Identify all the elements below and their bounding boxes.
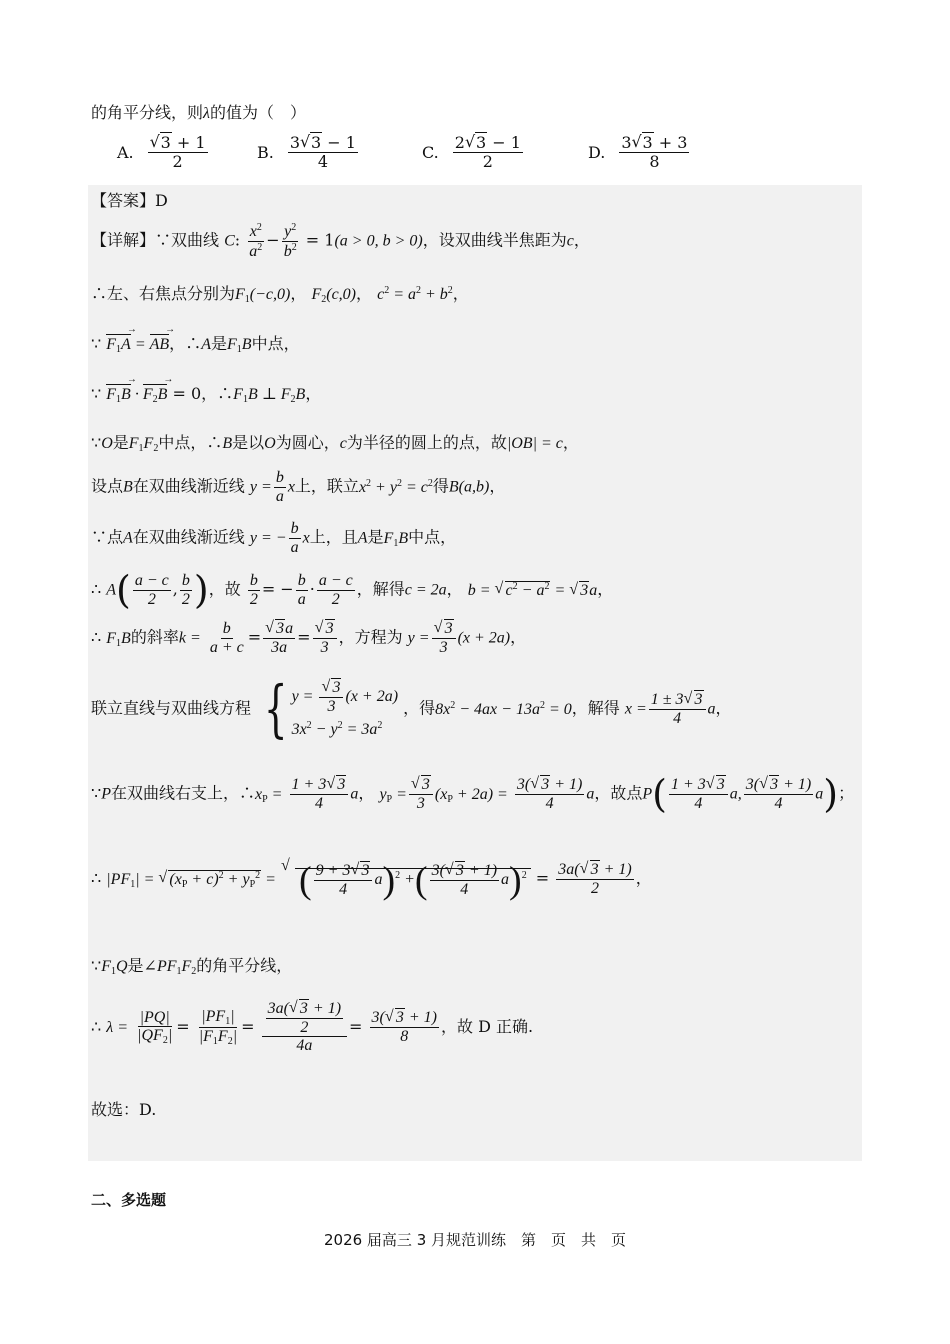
section-title: 二、多选题	[91, 1191, 167, 1209]
detail-line-2: ∴左、右焦点分别为$F_1(-c,0)$， $F_2(c,0)$， $c^2 = a^2 + b^2$，	[91, 284, 469, 305]
detail-line-13: $\because F_1Q$是$\angle PF_1F_2$的角平分线，	[91, 956, 293, 977]
detail-line-9: ∴ $F_1B$的斜率k = $\frac{b}{a + c}$ = √ $\frac{3a}{3a}$ = √ $\frac{3}{3}$ ，方程为 y = √ $\frac{3}{3}$ (x + 2a)，	[91, 620, 526, 656]
question-stem: 的角平分线，则λ的值为（ ）	[91, 103, 306, 122]
detail-line-8: ∴ A( $\frac{a - c}{2}$ , $\frac{b}{2}$ )，故 $\frac{b}{2}$ = − $\frac{b}{a}$ · $\frac{a - c}{2}$ ，解得c = 2a， b = √ $c^2 - a^2$ = √ 3a，	[91, 568, 613, 612]
detail-line-3: ∵ $F_1A$ → = AB →，∴A是$F_1B$中点，	[91, 331, 300, 355]
choice-a: A. √ $\frac{3 + 1}{2}$	[117, 134, 210, 170]
detail-line-10: 联立直线与双曲线方程 { y = √ $\frac{3}{3}$ (x + 2a) $3x^2 - y^2 = 3a^2$ ，得$8x^2 - 4ax - 13a^2 = 0$，解得 x = $\frac{1 \pm 3√ 3}{4}$ a，	[91, 678, 732, 740]
detail-line-7: ∵点A在双曲线渐近线 y = − $\frac{b}{a}$ x上，且A是$F_1B$中点，	[91, 520, 457, 556]
detail-line-4: ∵ $F_1B$ → · $F_2B$ → = 0，$\therefore F_1B$ ⊥ $F_2B$，	[91, 381, 321, 405]
detail-line-12: ∴ $|PF_1|$ = √ $(x_P + c)^2 + y_P^2$ = √ ( $\frac{9 + 3√ 3}{4}$ a)$^2$ +( $\frac{3(√ 3 + 1)}{4}$ a)$^2$ = $\frac{3a(√ 3 + 1)}{2}$ ，	[91, 858, 652, 902]
detail-line-1: 【详解】∵双曲线 C: $\frac{x^2}{a^2}$ − $\frac{y^2}{b^2}$ = 1(a > 0, b > 0)，设双曲线半焦距为c，	[91, 222, 590, 260]
detail-line-6: 设点B在双曲线渐近线 y = $\frac{b}{a}$ x上，联立$x^2 + y^2 = c^2$得B(a,b)，	[91, 469, 506, 505]
choice-b: B. $\frac{3√ 3 - 1}{4}$	[257, 134, 360, 170]
answer-label: 【答案】D	[91, 191, 168, 210]
detail-line-5: ∵O是$F_1F_2$中点，∴B是以O为圆心，c为半径的圆上的点，故|OB| = c，	[91, 433, 579, 454]
final-choice: 故选：D.	[91, 1100, 157, 1119]
page-footer: 2026 届高三 3 月规范训练 第 页 共 页	[323, 1231, 627, 1249]
choice-c: C. $\frac{2√ 3 - 1}{2}$	[422, 134, 525, 170]
detail-line-11: ∵P在双曲线右支上，$\therefore x_P$ = $\frac{1 + 3√ 3}{4}$ a， $y_P$ = √ $\frac{3}{3}$ $(x_P + 2a)$ = $\frac{3(√ 3 + 1)}{4}$ a，故点P( $\frac{1 + 3√ 3}{4}$ a, $\frac{3(√ 3 + 1)}{4}$ a)；	[91, 772, 854, 816]
detail-line-14: ∴ λ = $\frac{|PQ|}{|QF_2|}$ = $\frac{|PF_1|}{|F_1F_2|}$ = $\frac{\frac{3a(√ 3 + 1)}{2}}{4a}$ = $\frac{3(√ 3 + 1)}{8}$ ，故 D 正确.	[91, 1000, 533, 1055]
choice-d: D. $\frac{3√ 3 + 3}{8}$	[588, 134, 691, 170]
